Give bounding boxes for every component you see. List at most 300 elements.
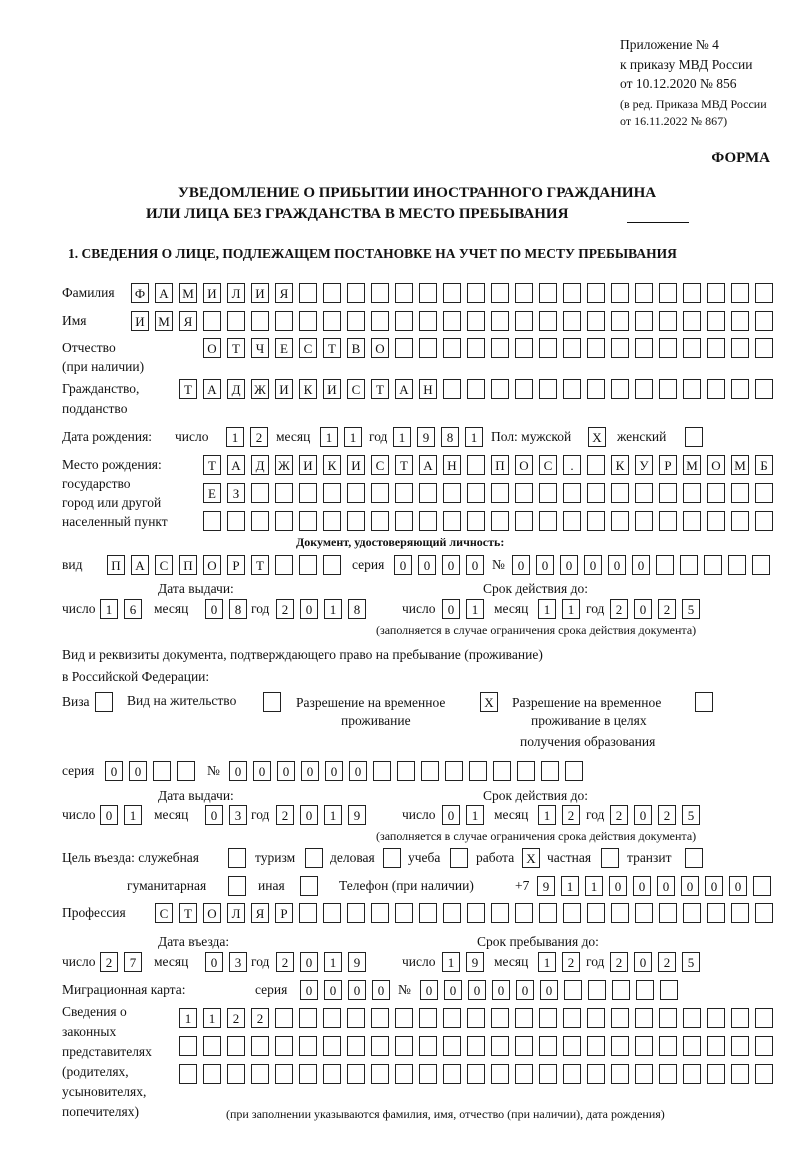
name-cell[interactable]: М [155, 311, 173, 331]
name-cell[interactable] [275, 311, 293, 331]
valid-month-cell[interactable]: 1 [538, 599, 556, 619]
representative-cell[interactable] [347, 1064, 365, 1084]
birthplace-cell[interactable] [635, 483, 653, 503]
representative-cell[interactable] [371, 1008, 389, 1028]
patronymic-cell[interactable] [515, 338, 533, 358]
birthplace-cell[interactable]: Ж [275, 455, 293, 475]
patronymic-cell[interactable] [467, 338, 485, 358]
birthplace-cell[interactable]: К [611, 455, 629, 475]
patronymic-cell[interactable] [731, 338, 749, 358]
birthplace-cell[interactable]: О [707, 455, 725, 475]
citizenship-cell[interactable]: Т [179, 379, 197, 399]
issue-month-cell[interactable]: 3 [229, 805, 247, 825]
doc-type-cell[interactable]: С [155, 555, 173, 575]
entry-year-cell[interactable]: 1 [324, 952, 342, 972]
surname-cell[interactable] [419, 283, 437, 303]
representative-cell[interactable] [491, 1064, 509, 1084]
representative-cell[interactable] [179, 1064, 197, 1084]
representative-cell[interactable] [635, 1008, 653, 1028]
residence-number-cell[interactable] [469, 761, 487, 781]
birth-year-cell[interactable]: 1 [465, 427, 483, 447]
phone-cell[interactable]: 0 [657, 876, 675, 896]
birthplace-cell[interactable] [659, 483, 677, 503]
representative-cell[interactable] [611, 1036, 629, 1056]
representative-cell[interactable] [467, 1008, 485, 1028]
profession-cell[interactable] [563, 903, 581, 923]
stay-year-cell[interactable]: 2 [658, 952, 676, 972]
migration-number-cell[interactable] [660, 980, 678, 1000]
residence-series-cell[interactable] [177, 761, 195, 781]
surname-cell[interactable]: М [179, 283, 197, 303]
valid-year-cell[interactable]: 0 [634, 805, 652, 825]
profession-cell[interactable] [467, 903, 485, 923]
representative-cell[interactable] [491, 1008, 509, 1028]
representative-cell[interactable] [707, 1036, 725, 1056]
birthplace-cell[interactable] [419, 511, 437, 531]
representative-cell[interactable] [467, 1064, 485, 1084]
citizenship-cell[interactable] [635, 379, 653, 399]
representative-cell[interactable] [227, 1064, 245, 1084]
birthplace-cell[interactable] [251, 483, 269, 503]
name-cell[interactable] [683, 311, 701, 331]
birthplace-cell[interactable] [467, 455, 485, 475]
birthplace-cell[interactable] [755, 483, 773, 503]
name-cell[interactable] [515, 311, 533, 331]
birthplace-cell[interactable] [299, 483, 317, 503]
issue-year-cell[interactable]: 8 [348, 599, 366, 619]
valid-year-cell[interactable]: 2 [658, 805, 676, 825]
name-cell[interactable] [323, 311, 341, 331]
representative-cell[interactable] [299, 1008, 317, 1028]
name-cell[interactable] [587, 311, 605, 331]
issue-month-cell[interactable]: 8 [229, 599, 247, 619]
birth-month-cell[interactable]: 1 [344, 427, 362, 447]
birthplace-cell[interactable]: У [635, 455, 653, 475]
birthplace-cell[interactable] [491, 511, 509, 531]
representative-cell[interactable] [683, 1008, 701, 1028]
valid-year-cell[interactable]: 5 [682, 805, 700, 825]
visa-checkbox[interactable] [95, 692, 113, 712]
profession-cell[interactable] [731, 903, 749, 923]
representative-cell[interactable]: 2 [227, 1008, 245, 1028]
residence-number-cell[interactable] [445, 761, 463, 781]
surname-cell[interactable]: Л [227, 283, 245, 303]
birthplace-cell[interactable] [659, 511, 677, 531]
name-cell[interactable] [635, 311, 653, 331]
stay-year-cell[interactable]: 2 [610, 952, 628, 972]
profession-cell[interactable] [587, 903, 605, 923]
citizenship-cell[interactable]: Н [419, 379, 437, 399]
birthplace-cell[interactable] [563, 483, 581, 503]
residence-number-cell[interactable] [493, 761, 511, 781]
representative-cell[interactable] [419, 1064, 437, 1084]
residence-number-cell[interactable] [541, 761, 559, 781]
representative-cell[interactable] [179, 1036, 197, 1056]
representative-cell[interactable] [395, 1008, 413, 1028]
doc-series-cell[interactable]: 0 [394, 555, 412, 575]
birthplace-cell[interactable] [611, 483, 629, 503]
entry-year-cell[interactable]: 0 [300, 952, 318, 972]
name-cell[interactable] [227, 311, 245, 331]
birthplace-cell[interactable] [587, 511, 605, 531]
citizenship-cell[interactable]: К [299, 379, 317, 399]
purpose-business-checkbox[interactable] [383, 848, 401, 868]
migration-number-cell[interactable]: 0 [468, 980, 486, 1000]
doc-number-cell[interactable] [704, 555, 722, 575]
valid-year-cell[interactable]: 5 [682, 599, 700, 619]
patronymic-cell[interactable] [611, 338, 629, 358]
representative-cell[interactable] [515, 1036, 533, 1056]
birthplace-cell[interactable] [515, 483, 533, 503]
surname-cell[interactable] [371, 283, 389, 303]
birthplace-cell[interactable] [707, 483, 725, 503]
doc-number-cell[interactable]: 0 [584, 555, 602, 575]
birthplace-cell[interactable] [635, 511, 653, 531]
stay-year-cell[interactable]: 0 [634, 952, 652, 972]
citizenship-cell[interactable] [539, 379, 557, 399]
patronymic-cell[interactable] [491, 338, 509, 358]
name-cell[interactable] [395, 311, 413, 331]
citizenship-cell[interactable]: И [323, 379, 341, 399]
doc-type-cell[interactable]: А [131, 555, 149, 575]
citizenship-cell[interactable] [731, 379, 749, 399]
representative-cell[interactable] [563, 1008, 581, 1028]
migration-number-cell[interactable]: 0 [420, 980, 438, 1000]
name-cell[interactable] [491, 311, 509, 331]
name-cell[interactable] [563, 311, 581, 331]
migration-series-cell[interactable]: 0 [300, 980, 318, 1000]
patronymic-cell[interactable] [635, 338, 653, 358]
birth-year-cell[interactable]: 9 [417, 427, 435, 447]
citizenship-cell[interactable] [611, 379, 629, 399]
birthplace-cell[interactable]: Р [659, 455, 677, 475]
profession-cell[interactable]: Т [179, 903, 197, 923]
representative-cell[interactable] [251, 1064, 269, 1084]
representative-cell[interactable] [707, 1064, 725, 1084]
representative-cell[interactable] [347, 1008, 365, 1028]
representative-cell[interactable] [323, 1064, 341, 1084]
issue-day-cell[interactable]: 6 [124, 599, 142, 619]
representative-cell[interactable] [755, 1064, 773, 1084]
phone-cell[interactable] [753, 876, 771, 896]
representative-cell[interactable] [755, 1036, 773, 1056]
issue-year-cell[interactable]: 0 [300, 599, 318, 619]
patronymic-cell[interactable] [659, 338, 677, 358]
birthplace-cell[interactable] [539, 511, 557, 531]
birthplace-cell[interactable] [251, 511, 269, 531]
valid-year-cell[interactable]: 0 [634, 599, 652, 619]
birthplace-cell[interactable] [371, 483, 389, 503]
birthplace-cell[interactable]: А [419, 455, 437, 475]
issue-month-cell[interactable]: 0 [205, 599, 223, 619]
doc-type-cell[interactable]: П [179, 555, 197, 575]
citizenship-cell[interactable]: Т [371, 379, 389, 399]
surname-cell[interactable] [683, 283, 701, 303]
doc-type-cell[interactable]: Р [227, 555, 245, 575]
entry-year-cell[interactable]: 2 [276, 952, 294, 972]
stay-day-cell[interactable]: 1 [442, 952, 460, 972]
representative-cell[interactable] [371, 1036, 389, 1056]
representative-cell[interactable] [731, 1064, 749, 1084]
name-cell[interactable] [539, 311, 557, 331]
birthplace-cell[interactable] [395, 511, 413, 531]
patronymic-cell[interactable] [539, 338, 557, 358]
representative-cell[interactable] [443, 1064, 461, 1084]
profession-cell[interactable] [371, 903, 389, 923]
surname-cell[interactable] [563, 283, 581, 303]
entry-month-cell[interactable]: 0 [205, 952, 223, 972]
profession-cell[interactable] [659, 903, 677, 923]
representative-cell[interactable] [659, 1036, 677, 1056]
migration-series-cell[interactable]: 0 [348, 980, 366, 1000]
doc-type-cell[interactable]: О [203, 555, 221, 575]
birthplace-cell[interactable] [347, 483, 365, 503]
profession-cell[interactable] [755, 903, 773, 923]
phone-cell[interactable]: 1 [561, 876, 579, 896]
purpose-private-checkbox[interactable] [601, 848, 619, 868]
migration-number-cell[interactable]: 0 [540, 980, 558, 1000]
patronymic-cell[interactable]: О [203, 338, 221, 358]
representative-cell[interactable] [347, 1036, 365, 1056]
patronymic-cell[interactable] [707, 338, 725, 358]
representative-cell[interactable] [251, 1036, 269, 1056]
birthplace-cell[interactable]: С [539, 455, 557, 475]
surname-cell[interactable] [659, 283, 677, 303]
profession-cell[interactable] [419, 903, 437, 923]
patronymic-cell[interactable] [443, 338, 461, 358]
surname-cell[interactable] [611, 283, 629, 303]
profession-cell[interactable] [299, 903, 317, 923]
birthplace-cell[interactable]: Б [755, 455, 773, 475]
residence-number-cell[interactable]: 0 [229, 761, 247, 781]
name-cell[interactable] [371, 311, 389, 331]
representative-cell[interactable] [275, 1036, 293, 1056]
issue-year-cell[interactable]: 2 [276, 599, 294, 619]
phone-cell[interactable]: 1 [585, 876, 603, 896]
valid-year-cell[interactable]: 2 [658, 599, 676, 619]
purpose-other-checkbox[interactable] [300, 876, 318, 896]
birthplace-cell[interactable]: . [563, 455, 581, 475]
name-cell[interactable] [707, 311, 725, 331]
entry-day-cell[interactable]: 7 [124, 952, 142, 972]
doc-number-cell[interactable]: 0 [536, 555, 554, 575]
representative-cell[interactable] [323, 1008, 341, 1028]
birthplace-cell[interactable] [227, 511, 245, 531]
representative-cell[interactable] [467, 1036, 485, 1056]
patronymic-cell[interactable] [683, 338, 701, 358]
issue-day-cell[interactable]: 1 [100, 599, 118, 619]
profession-cell[interactable] [323, 903, 341, 923]
birthplace-cell[interactable]: З [227, 483, 245, 503]
issue-year-cell[interactable]: 0 [300, 805, 318, 825]
temp-residence-checkbox[interactable]: X [480, 692, 498, 712]
representative-cell[interactable] [491, 1036, 509, 1056]
profession-cell[interactable]: Р [275, 903, 293, 923]
purpose-humanitarian-checkbox[interactable] [228, 876, 246, 896]
birthplace-cell[interactable] [539, 483, 557, 503]
representative-cell[interactable] [299, 1064, 317, 1084]
representative-cell[interactable] [275, 1064, 293, 1084]
valid-day-cell[interactable]: 1 [466, 805, 484, 825]
representative-cell[interactable] [443, 1008, 461, 1028]
birthplace-cell[interactable]: И [299, 455, 317, 475]
issue-year-cell[interactable]: 2 [276, 805, 294, 825]
doc-type-cell[interactable] [323, 555, 341, 575]
birthplace-cell[interactable]: П [491, 455, 509, 475]
citizenship-cell[interactable]: С [347, 379, 365, 399]
representative-cell[interactable] [683, 1064, 701, 1084]
issue-year-cell[interactable]: 9 [348, 805, 366, 825]
profession-cell[interactable]: О [203, 903, 221, 923]
birthplace-cell[interactable] [467, 483, 485, 503]
surname-cell[interactable] [587, 283, 605, 303]
name-cell[interactable] [659, 311, 677, 331]
citizenship-cell[interactable] [707, 379, 725, 399]
doc-number-cell[interactable]: 0 [512, 555, 530, 575]
surname-cell[interactable]: А [155, 283, 173, 303]
citizenship-cell[interactable] [491, 379, 509, 399]
phone-cell[interactable]: 0 [705, 876, 723, 896]
name-cell[interactable] [347, 311, 365, 331]
birthplace-cell[interactable] [707, 511, 725, 531]
migration-number-cell[interactable]: 0 [444, 980, 462, 1000]
birthplace-cell[interactable] [731, 483, 749, 503]
doc-number-cell[interactable] [728, 555, 746, 575]
representative-cell[interactable] [707, 1008, 725, 1028]
name-cell[interactable] [203, 311, 221, 331]
birthplace-cell[interactable] [347, 511, 365, 531]
profession-cell[interactable] [683, 903, 701, 923]
valid-day-cell[interactable]: 1 [466, 599, 484, 619]
patronymic-cell[interactable]: Е [275, 338, 293, 358]
name-cell[interactable] [467, 311, 485, 331]
gender-female-checkbox[interactable] [685, 427, 703, 447]
residence-series-cell[interactable] [153, 761, 171, 781]
name-cell[interactable] [299, 311, 317, 331]
birthplace-cell[interactable] [587, 455, 605, 475]
valid-month-cell[interactable]: 1 [562, 599, 580, 619]
doc-series-cell[interactable]: 0 [442, 555, 460, 575]
representative-cell[interactable] [275, 1008, 293, 1028]
surname-cell[interactable] [539, 283, 557, 303]
valid-year-cell[interactable]: 2 [610, 599, 628, 619]
representative-cell[interactable] [635, 1036, 653, 1056]
citizenship-cell[interactable] [467, 379, 485, 399]
doc-number-cell[interactable] [656, 555, 674, 575]
representative-cell[interactable] [371, 1064, 389, 1084]
patronymic-cell[interactable] [755, 338, 773, 358]
issue-day-cell[interactable]: 1 [124, 805, 142, 825]
issue-day-cell[interactable]: 0 [100, 805, 118, 825]
citizenship-cell[interactable] [683, 379, 701, 399]
birthplace-cell[interactable] [323, 511, 341, 531]
profession-cell[interactable]: Я [251, 903, 269, 923]
representative-cell[interactable] [563, 1036, 581, 1056]
birthplace-cell[interactable] [275, 483, 293, 503]
birthplace-cell[interactable]: Т [203, 455, 221, 475]
profession-cell[interactable] [395, 903, 413, 923]
representative-cell[interactable]: 1 [179, 1008, 197, 1028]
birthplace-cell[interactable] [515, 511, 533, 531]
migration-number-cell[interactable] [612, 980, 630, 1000]
surname-cell[interactable]: Я [275, 283, 293, 303]
doc-type-cell[interactable] [275, 555, 293, 575]
entry-year-cell[interactable]: 9 [348, 952, 366, 972]
birthplace-cell[interactable]: И [347, 455, 365, 475]
phone-cell[interactable]: 0 [633, 876, 651, 896]
issue-year-cell[interactable]: 1 [324, 805, 342, 825]
birthplace-cell[interactable] [275, 511, 293, 531]
birthplace-cell[interactable] [443, 483, 461, 503]
migration-number-cell[interactable] [636, 980, 654, 1000]
representative-cell[interactable] [611, 1008, 629, 1028]
entry-month-cell[interactable]: 3 [229, 952, 247, 972]
profession-cell[interactable] [707, 903, 725, 923]
representative-cell[interactable] [539, 1008, 557, 1028]
birthplace-cell[interactable] [731, 511, 749, 531]
name-cell[interactable]: И [131, 311, 149, 331]
residence-number-cell[interactable] [373, 761, 391, 781]
doc-type-cell[interactable] [299, 555, 317, 575]
purpose-official-checkbox[interactable] [228, 848, 246, 868]
representative-cell[interactable] [755, 1008, 773, 1028]
birthplace-cell[interactable] [395, 483, 413, 503]
surname-cell[interactable] [491, 283, 509, 303]
phone-cell[interactable]: 9 [537, 876, 555, 896]
residence-number-cell[interactable]: 0 [301, 761, 319, 781]
issue-month-cell[interactable]: 0 [205, 805, 223, 825]
issue-year-cell[interactable]: 1 [324, 599, 342, 619]
representative-cell[interactable] [635, 1064, 653, 1084]
patronymic-cell[interactable] [395, 338, 413, 358]
representative-cell[interactable]: 1 [203, 1008, 221, 1028]
representative-cell[interactable] [683, 1036, 701, 1056]
migration-number-cell[interactable] [588, 980, 606, 1000]
surname-cell[interactable] [347, 283, 365, 303]
patronymic-cell[interactable]: Т [227, 338, 245, 358]
citizenship-cell[interactable]: Ж [251, 379, 269, 399]
representative-cell[interactable] [299, 1036, 317, 1056]
birthplace-cell[interactable]: К [323, 455, 341, 475]
birthplace-cell[interactable]: М [731, 455, 749, 475]
entry-day-cell[interactable]: 2 [100, 952, 118, 972]
representative-cell[interactable] [731, 1036, 749, 1056]
birthplace-cell[interactable]: Д [251, 455, 269, 475]
migration-number-cell[interactable]: 0 [516, 980, 534, 1000]
representative-cell[interactable] [659, 1008, 677, 1028]
valid-year-cell[interactable]: 2 [610, 805, 628, 825]
residence-series-cell[interactable]: 0 [129, 761, 147, 781]
birthplace-cell[interactable] [323, 483, 341, 503]
birthplace-cell[interactable]: М [683, 455, 701, 475]
name-cell[interactable] [611, 311, 629, 331]
surname-cell[interactable] [755, 283, 773, 303]
residence-number-cell[interactable]: 0 [325, 761, 343, 781]
profession-cell[interactable] [515, 903, 533, 923]
valid-month-cell[interactable]: 1 [538, 805, 556, 825]
migration-series-cell[interactable]: 0 [324, 980, 342, 1000]
representative-cell[interactable] [587, 1036, 605, 1056]
surname-cell[interactable]: И [203, 283, 221, 303]
patronymic-cell[interactable]: О [371, 338, 389, 358]
valid-month-cell[interactable]: 2 [562, 805, 580, 825]
birthplace-cell[interactable] [683, 483, 701, 503]
birthplace-cell[interactable] [203, 511, 221, 531]
profession-cell[interactable]: С [155, 903, 173, 923]
representative-cell[interactable] [659, 1064, 677, 1084]
profession-cell[interactable] [443, 903, 461, 923]
doc-series-cell[interactable]: 0 [418, 555, 436, 575]
